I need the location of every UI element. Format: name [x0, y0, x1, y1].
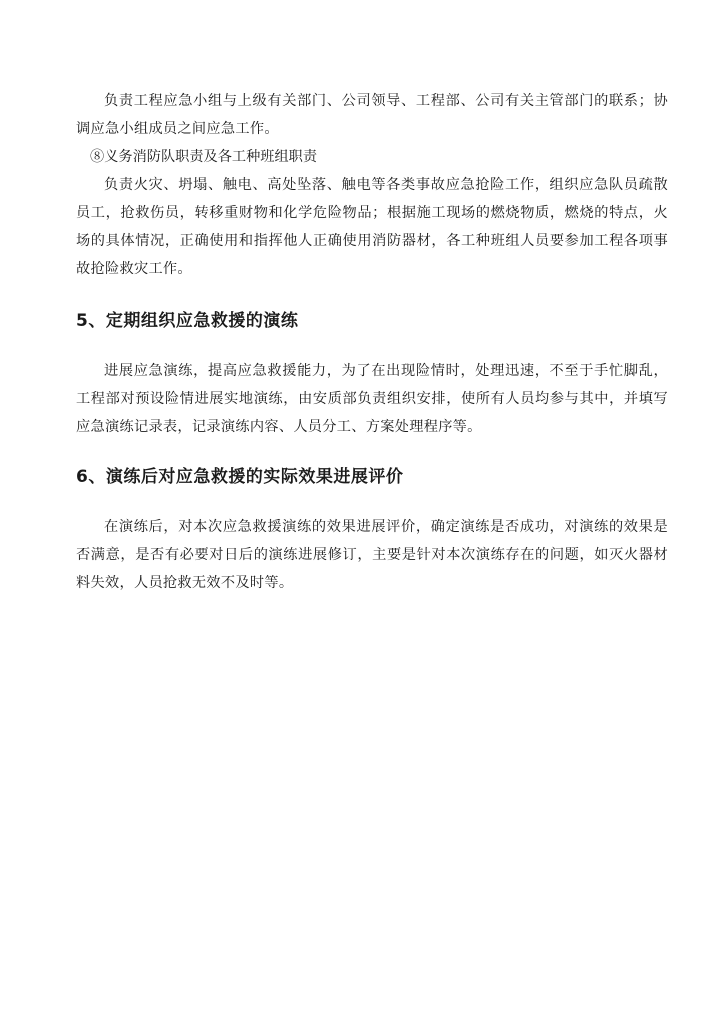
document-body: [76, 87, 668, 597]
paragraph-evaluation: 在演练后，对本次应急救援演练的效果进展评价，确定演练是否成功，对演练的效果是否满意，是否有必要对日后的演练进展修订，主要是针对本次演练存在的问题，如灭火器材料失效，人员抢救无效不及时等。: [76, 519, 668, 591]
section-heading-evaluation: 6、演练后对应急救援的实际效果进展评价: [76, 467, 404, 487]
paragraph-emergency-rescue-duties: 负责火灾、坍塌、触电、高处坠落、触电等各类事故应急抢险工作，组织应急队员疏散员工，抢救伤员，转移重财物和化学危险物品；根据施工现场的燃烧物质，燃烧的特点，火场的具体情况，正确使用和指挥他人正确使用消防器材，各工种班组人员要参加工程各项事故抢险救灾工作。: [76, 177, 668, 277]
paragraph-liaison-duties: 负责工程应急小组与上级有关部门、公司领导、工程部、公司有关主管部门的联系；协调应急小组成员之间应急工作。: [76, 93, 668, 137]
list-item-fire-brigade-duties: ⑧义务消防队职责及各工种班组职责: [90, 149, 318, 165]
section-heading-drills: 5、定期组织应急救援的演练: [76, 311, 299, 331]
paragraph-drills: 进展应急演练，提高应急救援能力，为了在出现险情时，处理迅速，不至于手忙脚乱，工程部对预设险情进展实地演练，由安质部负责组织安排，使所有人员均参与其中，并填写应急演练记录表，记录演练内容、人员分工、方案处理程序等。: [76, 363, 668, 435]
